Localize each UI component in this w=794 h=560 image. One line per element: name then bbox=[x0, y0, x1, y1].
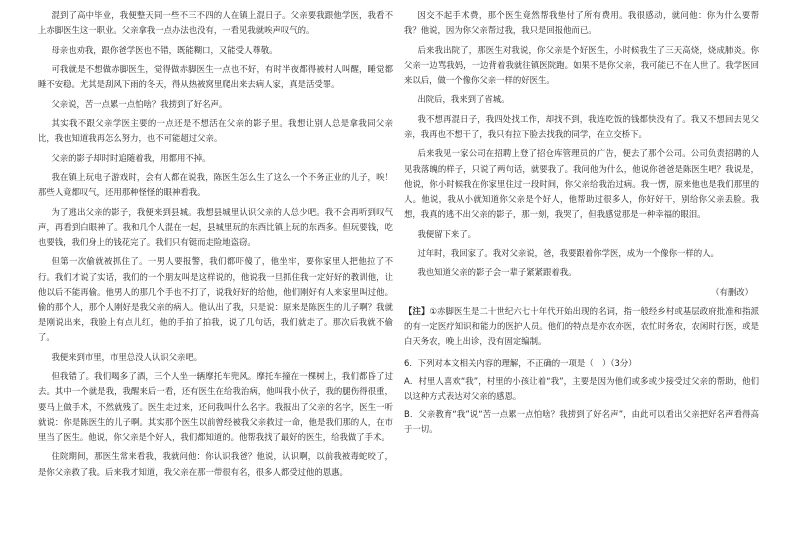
story-paragraph: 混到了高中毕业，我便整天同一些不三不四的人在镇上混日子。父亲要我跟他学医，我看不上赤脚医生这一职业。父亲拿我一点办法也没有，一看见我就唉声叹气的。 bbox=[38, 10, 393, 36]
story-paragraph: 过年时，我回家了。我对父亲说，爸，我要跟着你学医，成为一个像你一样的人。 bbox=[417, 247, 719, 258]
story-paragraph: 但第一次偷就被抓住了。一男人要报警，我们都吓傻了，他坐牢，要你家里人把他拉了不行。我们才说了实话，我们的一个朋友叫是这样说的，他说我一旦抓住我一定好好的教训他，让他以后不能再偷。他男人的那几个手也不打了，说我好好的给他，他们刚好有人来家里叫过他。偷的那个人，那个人刚好是我父亲的病人。他认出了我，只是说：原来是陈医生的儿子啊？我就是刚说出来，我脸上有点儿红，他的手拍了拍我，说了几句话，我们就走了。那次后我就不偷了。 bbox=[38, 256, 393, 343]
story-paragraph: 父亲说，苦一点累一点怕啥？我捞到了好名声。 bbox=[51, 98, 228, 109]
story-paragraph: 后来我见一家公司在招聘上登了招仓库管理员的广告，便去了那个公司。公司负责招聘的人见我落魄的样子，只说了两句话，就要我了。我问他为什么，他说你爸爸是陈医生吧？我说是，他说，你小时候我在你家里住过一段时间，你父亲给我治过病。我一愣，原来他也是我们那里的人。他说，我从小就知道你父亲是个好人，他帮助过很多人，你好好干，别给你父亲丢脸。我想，我真的逃不出父亲的影子，那一刻，我哭了，但我感觉那是一种幸福的眼泪。 bbox=[404, 148, 759, 220]
story-paragraph: 我不想再混日子，我四处找工作，却找不到，我连吃饭的钱都快没有了。我又不想回去见父亲，我再也不想干了，我只有拉下脸去找我的同学，在立交桥下。 bbox=[404, 113, 759, 139]
footnote-label: 【注】 bbox=[404, 305, 430, 316]
story-paragraph: 可我就是不想做赤脚医生，觉得做赤脚医生一点也不好，有时半夜都得被村人叫醒，睡觉都睡不安稳。尤其是刮风下雨的冬天，得从热被窝里爬出来去病人家，真是活受罪。 bbox=[38, 63, 393, 90]
story-paragraph: 我便来到市里，市里总没人认识父亲吧。 bbox=[51, 351, 203, 362]
story-paragraph: 我在镇上玩电子游戏时，会有人都在说我，陈医生怎么生了这么一个不务正业的儿子，唉！那些人竟都叹气，还用那种怪怪的眼神看我。 bbox=[38, 171, 393, 198]
story-paragraph: 出院后，我来到了省城。 bbox=[417, 94, 510, 105]
story-paragraph: 我便留下来了。 bbox=[417, 228, 477, 239]
right-column bbox=[404, 8, 759, 441]
story-paragraph: 其实我不跟父亲学医主要的一点还是不想活在父亲的影子里。我想让别人总是拿我同父亲比，我也知道我再怎么努力，也不可能超过父亲。 bbox=[38, 117, 393, 144]
footnote bbox=[404, 304, 759, 350]
story-paragraph: 住院期间，那医生常来看我，我就问他：你认识我爸？他说，认识啊，以前我被毒蛇咬了，是你父亲救了我。后来我才知道，我父亲在那一带很有名，很多人都受过他的恩惠。 bbox=[38, 451, 393, 477]
source-note: （有删改） bbox=[711, 286, 753, 297]
left-column bbox=[38, 8, 393, 484]
story-paragraph: 但我错了。我们喝多了酒，三个人坐一辆摩托车兜风。摩托车撞在一棵树上，我们都昏了过去。其中一个就是我，我醒来后一看，还有医生在给我治病，他叫我小伙子，我的腿伤得很重，要马上做手术，不然就残了。医生走过来，还问我叫什么名字。我报出了父亲的名字，医生一听就说：你是陈医生的儿子啊。其实那个医生以前曾经被我父亲救过一命，他是我们那的人，在市里当了医生。他说，你父亲是个好人，我们都知道的。他帮我找了最好的医生，给我做了手术。 bbox=[38, 371, 393, 442]
footnote-text: ①赤脚医生是二十世纪六七十年代开始出现的名词，指一般经乡村或基层政府批准和指派的有一定医疗知识和能力的医护人员。他们的特点是亦农亦医，农忙时务农，农闲时行医，或是白天务农，晚上出诊，没有固定编制。 bbox=[404, 305, 760, 347]
option-a: A．村里人喜欢“我”，村里的小孩让着“我”，主要是因为他们或多或少接受过父亲的帮助，他们以这种方式表达对父亲的感恩。 bbox=[404, 375, 759, 401]
story-paragraph: 母亲也劝我，跟你爸学医也不错，既能糊口，又能受人尊敬。 bbox=[51, 44, 278, 55]
story-paragraph: 为了逃出父亲的影子，我便来到县城。我想县城里认识父亲的人总少吧。我不会再听到叹气声，再看到白眼神了。我和几个人混在一起，县城里玩的东西比镇上玩的东西多。但玩要钱，吃也要钱，我们身上的钱花完了。我们只有铤而走险地盗窃。 bbox=[38, 206, 393, 247]
story-paragraph: 后来我出院了，那医生对我说，你父亲是个好医生，小时候我生了三天高烧，烧成肺炎。你父亲一边骂我妈，一边背着我就往镇医院跑。如果不是你父亲，我可能已不在人世了。我学医回来以后，做一个像你父亲一样的好医生。 bbox=[404, 44, 759, 85]
story-paragraph: 因交不起手术费，那个医生竟然帮我垫付了所有费用。我很感动，就问他：你为什么要帮我？他说，因为你父亲帮过我，我只是回报他而已。 bbox=[404, 10, 759, 36]
story-paragraph: 我也知道父亲的影子会一辈子紧紧跟着我。 bbox=[417, 267, 577, 278]
option-b: B．父亲教育“我”说“苦一点累一点怕啥？我捞到了好名声”，由此可以看出父亲把好名声看得高于一切。 bbox=[404, 409, 759, 435]
question-stem: 6．下列对本文相关内容的理解，不正确的一项是（ ）（3分） bbox=[404, 357, 637, 368]
story-paragraph: 父亲的影子却时时追随着我，用都用不掉。 bbox=[51, 152, 211, 163]
